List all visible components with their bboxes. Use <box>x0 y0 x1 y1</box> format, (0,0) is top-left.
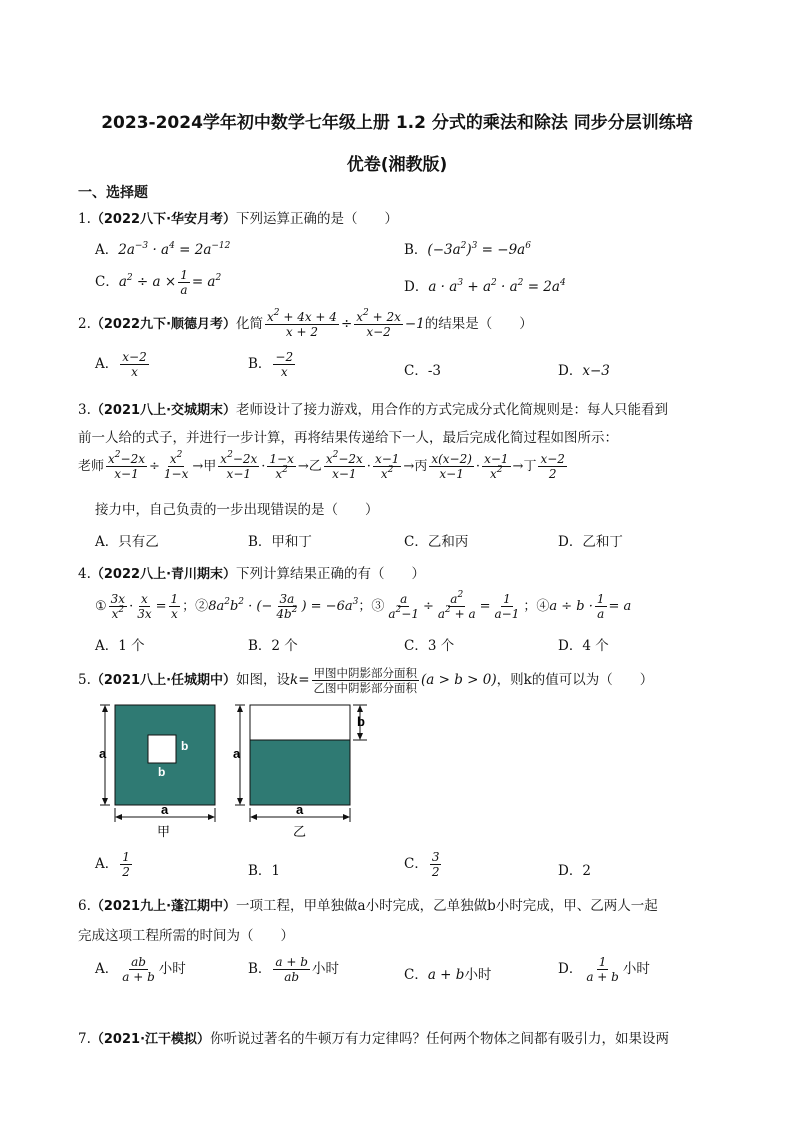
q4-option-a[interactable]: A．1 个 <box>95 638 145 654</box>
jia-label-a-left: a <box>99 746 107 761</box>
q3-option-c[interactable]: C．乙和丙 <box>404 534 469 550</box>
section-heading: 一、选择题 <box>78 185 148 201</box>
q4-option-b[interactable]: B．2 个 <box>248 638 298 654</box>
question-5-figure <box>95 700 385 840</box>
question-3-relay-chain: 老师 $\frac{x^2-2x}{x-1}$ ÷ $\frac{x^2}{1-x}$ →甲 $\frac{x^2-2x}{x-1}$ · $\frac{1-x}{x^2}$ →乙 $\frac{x^2-2x}{x-1}$ · $\frac{x-1}{x^2}$ →丙 $\frac{x(x-2)}{x-1}$ · $\frac{x-1}{x^2}$ →丁 $\frac{x-2}{2}$ <box>78 450 565 481</box>
q6-option-d[interactable]: D． $\frac{1}{a + b}$ 小时 <box>558 955 650 984</box>
yi-label-a-bottom: a <box>296 802 304 817</box>
q2-option-a[interactable]: A． $\frac{x-2}{x}$ <box>95 350 147 379</box>
question-3-line2: 前一人给的式子，并进行一步计算，再将结果传递给下一人，最后完成化简过程如图所示： <box>78 430 618 446</box>
q1-option-b[interactable]: B．$(-3a^2)^3 = -9a^6$ <box>404 241 531 258</box>
jia-label-b-right: b <box>181 739 189 753</box>
q1-option-a[interactable]: A．$2a^{-3} \cdot a^4 = 2a^{-12}$ <box>95 241 231 258</box>
q4-option-d[interactable]: D．4 个 <box>558 638 609 654</box>
q3-option-b[interactable]: B．甲和丁 <box>248 534 312 550</box>
q3-option-d[interactable]: D．乙和丁 <box>558 534 623 550</box>
q4-option-c[interactable]: C．3 个 <box>404 638 455 654</box>
page-title-line1: 2023-2024学年初中数学七年级上册 1.2 分式的乘法和除法 同步分层训练培 <box>101 113 693 133</box>
q5-option-d[interactable]: D．2 <box>558 863 591 879</box>
q2-option-d[interactable]: D．x−3 <box>558 363 610 379</box>
figure-yi <box>233 705 367 840</box>
q6-option-c[interactable]: C．a + b小时 <box>404 967 492 983</box>
yi-label-b-right: b <box>357 714 365 729</box>
q5-option-a[interactable]: A． $\frac{1}{2}$ <box>95 850 130 879</box>
jia-label-b-bottom: b <box>158 765 166 779</box>
question-6-line2: 完成这项工程所需的时间为（ ） <box>78 928 294 944</box>
question-2: 2.（2022九下·顺德月考）化简 $\frac{x^2 + 4x + 4}{x + 2}$ ÷ $\frac{x^2 + 2x}{x-2}$ −1的结果是（ ） <box>78 308 533 339</box>
q5-option-c[interactable]: C． $\frac{3}{2}$ <box>404 850 440 879</box>
q2-option-b[interactable]: B． $\frac{-2}{x}$ <box>248 350 294 379</box>
question-4-statements: ① $\frac{3x}{x^2}$ · $\frac{x}{3x}$ = $\frac{1}{x}$ ；$②8a^2b^2$ · (− $\frac{3a}{4b^2}$ ) = $-6a^3$；③ $\frac{a}{a^2-1}$ ÷ $\frac{a^2}{a^2 + a}$ = $\frac{1}{a-1}$ ；④a ÷ b · $\frac{1}{a}$ = a <box>95 590 632 621</box>
q3-option-a[interactable]: A．只有乙 <box>95 534 159 550</box>
page-title-line2: 优卷(湘教版) <box>346 155 448 175</box>
yi-shaded-rect <box>250 740 350 805</box>
question-7-line1: 7.（2021·江干模拟）你听说过著名的牛顿万有力定律吗？任何两个物体之间都有吸引力，如果设两 <box>78 1031 670 1047</box>
question-5: 5.（2021八上·任城期中）如图，设k= $\frac{\text{甲图中阴影部分面积}}{\text{乙图中阴影部分面积}}$ (a > b > 0)，则k的值可以为（ ） <box>78 666 654 695</box>
figure-label-yi: 乙 <box>293 825 307 840</box>
question-3-line1: 3.（2021八上·交城期末）老师设计了接力游戏，用合作的方式完成分式化简规则是：每人只能看到 <box>78 402 669 418</box>
q5-option-b[interactable]: B．1 <box>248 863 281 879</box>
question-4: 4.（2022八上·青川期末）下列计算结果正确的有（ ） <box>78 566 426 582</box>
figure-jia <box>99 705 215 840</box>
figure-label-jia: 甲 <box>157 825 171 840</box>
jia-inner-square <box>148 735 176 763</box>
q6-option-a[interactable]: A． $\frac{ab}{a + b}$ 小时 <box>95 955 186 984</box>
q6-option-b[interactable]: B． $\frac{a + b}{ab}$ 小时 <box>248 955 339 984</box>
jia-label-a-bottom: a <box>161 802 169 817</box>
question-1: 1.（2022八下·华安月考）下列运算正确的是（ ） <box>78 211 399 227</box>
question-3-line3: 接力中，自己负责的一步出现错误的是（ ） <box>95 502 379 518</box>
yi-label-a-left: a <box>233 746 241 761</box>
q2-option-c[interactable]: C．-3 <box>404 363 441 379</box>
q1-option-d[interactable]: D．$a \cdot a^3 + a^2 \cdot a^2 = 2a^4$ <box>404 278 566 295</box>
q1-option-c[interactable]: C．$a^2 \div a$ × $\frac{1}{a}$ = $a^2$ <box>95 268 222 297</box>
question-6-line1: 6.（2021九上·蓬江期中）一项工程，甲单独做a小时完成，乙单独做b小时完成，甲、乙两人一起 <box>78 898 658 914</box>
